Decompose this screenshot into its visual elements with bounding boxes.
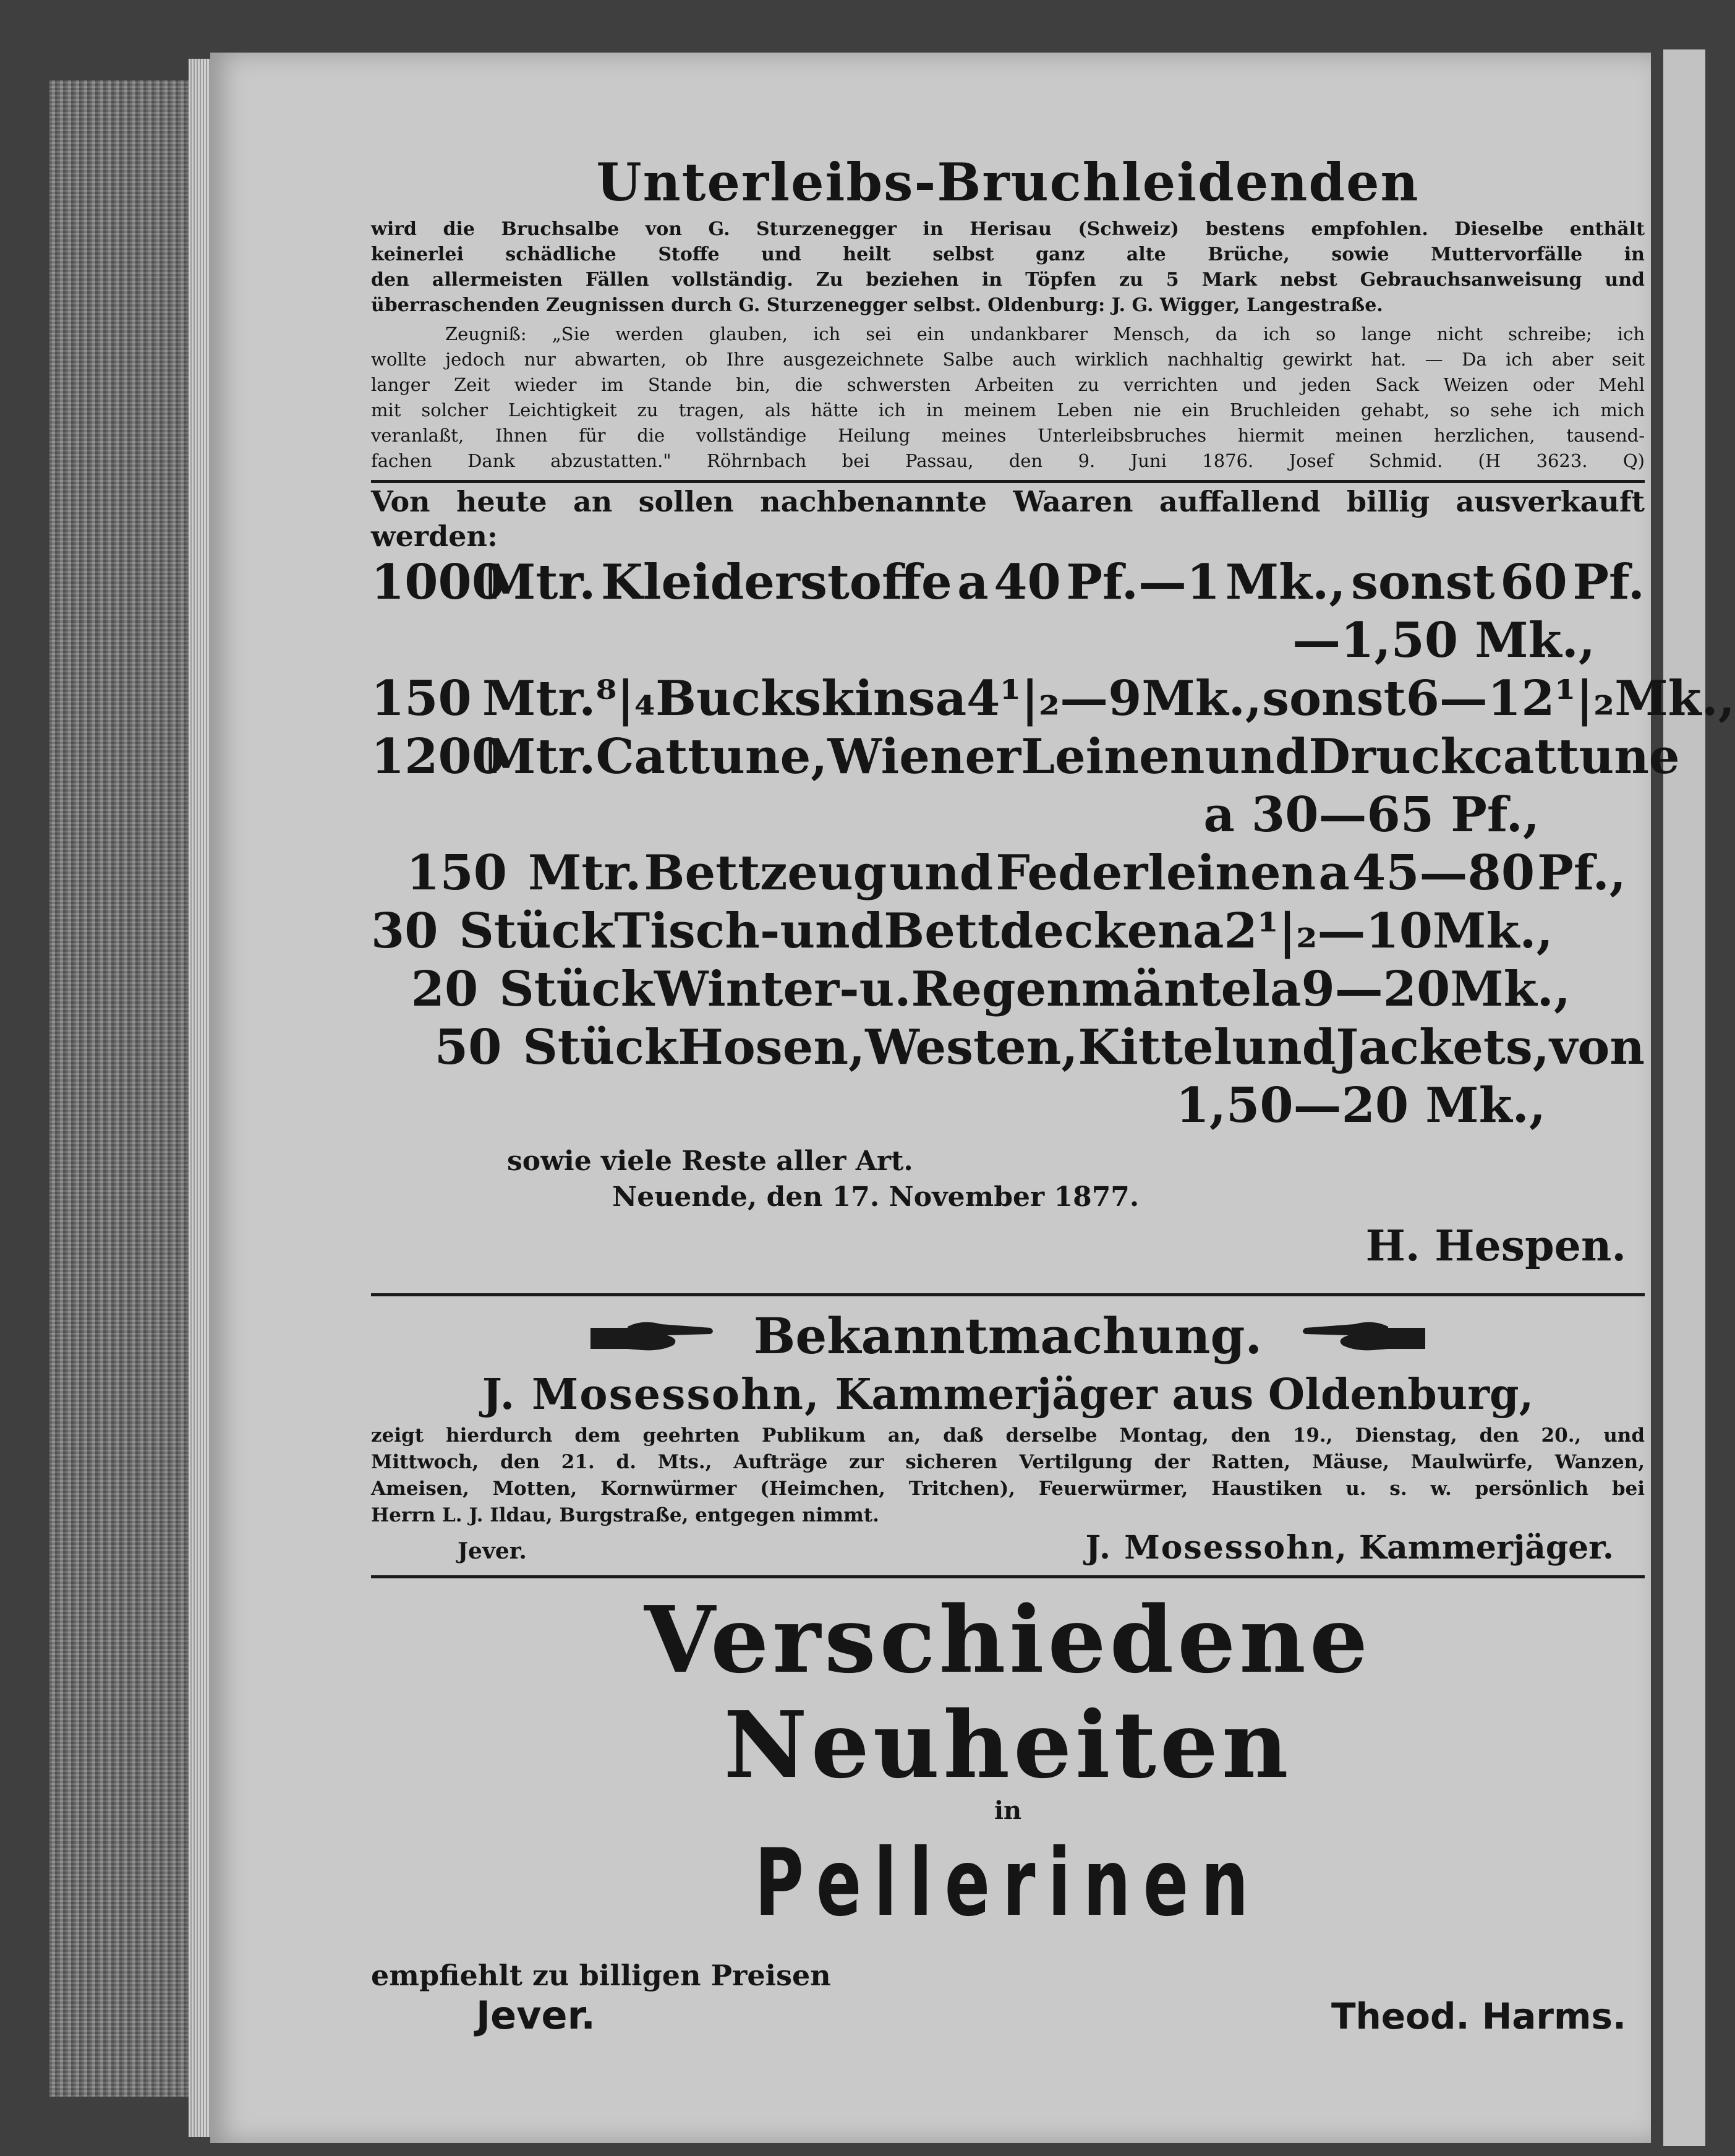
announcement-line: zeigt hierdurch dem geehrten Publikum an, daß derselbe Montag, den 19., Dienstag, den 20., und <box>371 1424 1645 1447</box>
item-description <box>528 844 1626 902</box>
ad-line: wird die Bruchsalbe von G. Sturzenegger in Herisau (Schweiz) bestens empfohlen. Dieselbe enthält <box>371 218 1645 240</box>
item-description <box>482 670 1735 728</box>
item-quantity: 150 <box>406 845 507 901</box>
sale-item <box>371 902 1645 960</box>
item-word: Druckcattune <box>1308 729 1680 785</box>
item-word: a <box>1269 961 1302 1017</box>
item-quantity: 1200 <box>371 729 506 785</box>
item-word: 2¹|₂—10 <box>1224 903 1433 959</box>
item-word: und <box>780 903 884 959</box>
announcement-line: Mittwoch, den 21. d. Mts., Aufträge zur sicheren Vertilgung der Ratten, Mäuse, Maulwürfe, Wanzen, <box>371 1451 1645 1473</box>
adjacent-page-edge <box>1663 49 1705 2146</box>
advertiser-profession: Kammerjäger aus Oldenburg, <box>835 1370 1534 1419</box>
advertiser-name: J. Mosessohn, <box>482 1370 821 1419</box>
announcement-body <box>371 1422 1645 1529</box>
item-word: Mk., <box>1225 554 1346 610</box>
item-quantity: 1000 <box>371 554 506 610</box>
novelty-title: Verschiedene Neuheiten <box>644 1586 1372 1799</box>
sale-item <box>371 728 1680 786</box>
sale-item <box>371 554 1645 612</box>
item-word: Kleiderstoffe <box>601 554 952 610</box>
sale-item <box>371 960 1645 1019</box>
item-word: Leinen <box>1021 729 1205 785</box>
pointing-hand-right-icon <box>587 1314 717 1358</box>
announcement-footer <box>371 1529 1645 1567</box>
item-word: Federleinen <box>995 845 1316 901</box>
sale-item <box>371 844 1645 902</box>
item-word: Mk., <box>1141 670 1263 727</box>
testimonial <box>371 322 1645 474</box>
testimonial-line: langer Zeit wieder im Stande bin, die schwersten Arbeiten zu verrichten und jeden Sack Weizen oder Mehl <box>371 374 1645 395</box>
item-word: Mtr. <box>482 554 596 610</box>
ad-body <box>371 216 1645 322</box>
ad-line: überraschenden Zeugnissen durch G. Sturzenegger selbst. Oldenburg: J. G. Wigger, Langestraße. <box>371 294 1383 316</box>
offer-place: Jever. <box>476 1993 595 2038</box>
sale-dateline: Neuende, den 17. November 1877. <box>612 1181 1140 1213</box>
sale-signature: H. Hespen. <box>1365 1221 1626 1271</box>
testimonial-line: mit solcher Leichtigkeit zu tragen, als hätte ich in meinem Leben nie ein Bruchleiden gehabt, so sehe ich mich <box>371 400 1645 421</box>
testimonial-line: Zeugniß: „Sie werden glauben, ich sei ein undankbarer Mensch, da ich so lange nicht schreibe; ich <box>445 323 1645 344</box>
item-continuation: a 30—65 Pf., <box>1203 787 1540 843</box>
announcement-place: Jever. <box>458 1538 527 1564</box>
sale-item <box>371 1019 1645 1077</box>
ad-bruchsalbe <box>371 148 1645 474</box>
advertiser-heading <box>371 1367 1645 1422</box>
item-word: Winter- <box>654 961 859 1017</box>
item-word: 60 <box>1500 554 1567 610</box>
novelty-in: in <box>994 1796 1022 1825</box>
item-word: a <box>1192 903 1224 959</box>
item-word: sonst <box>1262 670 1406 727</box>
item-word: a <box>957 554 989 610</box>
offer-signature: Theod. Harms. <box>1331 1995 1626 2037</box>
announcement-title: Bekanntmachung. <box>753 1307 1263 1365</box>
item-description <box>522 1019 1645 1077</box>
advertisements <box>371 148 1735 2038</box>
item-word: 6—12¹|₂ <box>1405 670 1615 727</box>
product-name: Pellerinen <box>754 1829 1261 1937</box>
item-description <box>459 902 1553 960</box>
item-word: Pf. <box>1572 554 1645 610</box>
item-word: und <box>1232 1019 1336 1076</box>
sale-headline-cont: werden: <box>371 520 498 553</box>
item-word: Mtr. <box>528 845 642 901</box>
item-word: 4¹|₂—9 <box>966 670 1142 727</box>
ad-kammerjaeger <box>371 1296 1645 1567</box>
item-word: 40 <box>994 554 1061 610</box>
testimonial-line: fachen Dank abzustatten." Röhrnbach bei Passau, den 9. Juni 1876. Josef Schmid. (H 3623. Q) <box>371 450 1645 471</box>
item-word: Wiener <box>827 729 1021 785</box>
item-quantity: 150 <box>371 670 472 727</box>
item-word: Hosen, <box>678 1019 866 1076</box>
sale-item <box>371 670 1735 728</box>
announcement-header <box>371 1305 1645 1367</box>
item-word: Mk., <box>1614 670 1735 727</box>
item-word: ⁸|₄Buckskins <box>595 670 936 727</box>
item-word: Jackets, <box>1336 1019 1550 1076</box>
offer-footer <box>371 1993 1645 2038</box>
signature-name: J. Mosessohn, <box>1085 1529 1348 1567</box>
item-word: Pf., <box>1537 845 1626 901</box>
item-word: Bettdecken <box>884 903 1193 959</box>
sale-headline: Von heute an sollen nachbenannte Waaren auffallend billig ausverkauft <box>371 485 1645 518</box>
testimonial-line: veranlaßt, Ihnen für die vollständige Heilung meines Unterleibsbruches hiermit meinen herzlichen, tausend- <box>371 425 1645 446</box>
item-description <box>482 554 1645 612</box>
item-word: Stück <box>459 903 615 959</box>
ad-line: den allermeisten Fällen vollständig. Zu beziehen in Töpfen zu 5 Mark nebst Gebrauchsanweisung und <box>371 269 1645 291</box>
announcement-signature <box>1085 1529 1614 1567</box>
sale-footnote: sowie viele Reste aller Art. <box>507 1145 913 1177</box>
item-word: Tisch- <box>614 903 780 959</box>
announcement-line: Ameisen, Motten, Kornwürmer (Heimchen, Tritchen), Feuerwürmer, Haustiken u. s. w. persönlich bei <box>371 1478 1645 1500</box>
testimonial-line: wollte jedoch nur abwarten, ob Ihre ausgezeichnete Salbe auch wirklich nachhaltig gewirkt hat. — Da ich aber seit <box>371 349 1645 370</box>
ad-ausverkauf <box>371 483 1735 1277</box>
signature-title: Kammerjäger. <box>1358 1529 1614 1567</box>
item-quantity: 50 <box>434 1019 502 1076</box>
item-word: und <box>1204 729 1309 785</box>
ad-title: Unterleibs-Bruchleidenden <box>596 152 1420 213</box>
item-continuation: 1,50—20 Mk., <box>1175 1077 1546 1134</box>
item-word: a <box>1318 845 1350 901</box>
item-word: Regenmäntel <box>911 961 1270 1017</box>
announcement-line: Herrn L. J. Ildau, Burgstraße, entgegen nimmt. <box>371 1504 879 1526</box>
item-word: 45—80 <box>1352 845 1535 901</box>
ad-line: keinerlei schädliche Stoffe und heilt selbst ganz alte Brüche, sowie Muttervorfälle in <box>371 244 1645 265</box>
item-quantity: 30 <box>371 903 438 959</box>
item-word: Pf.—1 <box>1066 554 1221 610</box>
item-word: sonst <box>1351 554 1495 610</box>
item-word: Bettzeug <box>644 845 887 901</box>
item-word: Mtr. <box>482 729 596 785</box>
item-word: u. <box>859 961 911 1017</box>
item-description <box>499 960 1571 1019</box>
item-word: Cattune, <box>595 729 828 785</box>
item-word: a <box>935 670 967 727</box>
book-binding <box>49 80 198 2097</box>
item-continuation: —1,50 Mk., <box>1292 612 1595 669</box>
item-description <box>482 728 1680 786</box>
item-word: Mtr. <box>482 670 596 727</box>
item-word: Kittel <box>1078 1019 1232 1076</box>
item-word: 9—20 <box>1301 961 1451 1017</box>
item-word: und <box>889 845 994 901</box>
item-quantity: 20 <box>411 961 479 1017</box>
ad-pellerinen <box>371 1578 1645 2038</box>
item-word: Stück <box>522 1019 678 1076</box>
item-word: Westen, <box>865 1019 1078 1076</box>
item-word: Mk., <box>1450 961 1571 1017</box>
pointing-hand-left-icon <box>1299 1314 1429 1358</box>
item-word: von <box>1549 1019 1645 1076</box>
offer-line: empfiehlt zu billigen Preisen <box>371 1959 831 1992</box>
item-word: Stück <box>499 961 654 1017</box>
item-word: Mk., <box>1433 903 1553 959</box>
